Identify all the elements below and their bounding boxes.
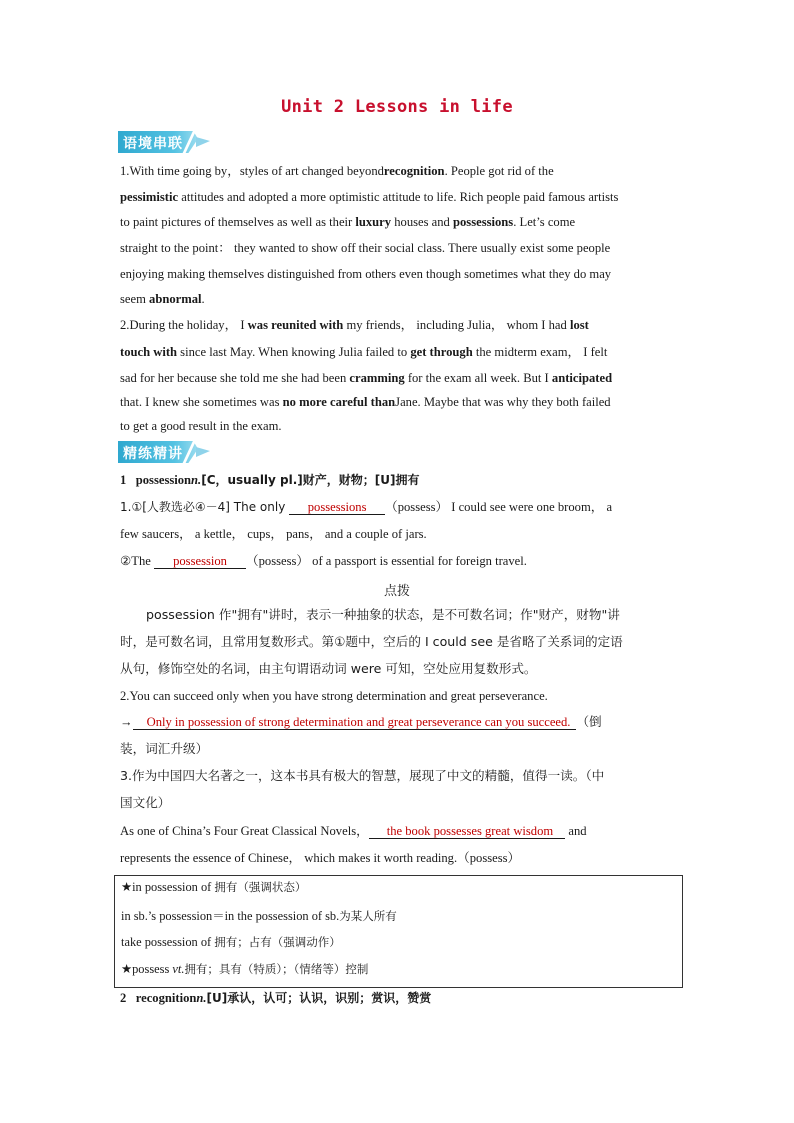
note-row: ★in possession of 拥有（强调状态） bbox=[121, 880, 307, 894]
keyword: luxury bbox=[355, 215, 392, 229]
note-row: in sb.’s possession＝in the possession of sb.为某人所有 bbox=[121, 909, 397, 923]
note-row: take possession of 拥有；占有（强调动作） bbox=[121, 935, 341, 949]
usage-notes-box bbox=[114, 875, 683, 988]
passage1-line-2: pessimistic attitudes and adopted a more optimistic attitude to life. Rich people paid famous artists bbox=[120, 190, 619, 204]
passage2-line-3: sad for her because she told me she had been cramming for the exam all week. But I anticipated bbox=[120, 371, 613, 385]
passage1-line-1: 1.With time going by，styles of art changed beyondrecognition. People got rid of the bbox=[120, 164, 554, 178]
passage1-line-3: to paint pictures of themselves as well as their luxury houses and possessions. Let’s come bbox=[120, 215, 576, 229]
exercise-3-english: As one of China’s Four Great Classical Novels， the book possesses great wisdom and bbox=[120, 824, 587, 838]
passage2-line-5: to get a good result in the exam. bbox=[120, 419, 282, 433]
answer-blank: the book possesses great wisdom bbox=[369, 824, 566, 839]
keyword: lost bbox=[569, 318, 589, 332]
keyword: abnormal bbox=[149, 292, 202, 306]
entry-header-recognition: 2 recognitionn.[U]承认，认可；认识，识别；赏识，赞赏 bbox=[120, 991, 432, 1005]
section-banner-practice bbox=[118, 441, 206, 463]
banner-label: 语境串联 bbox=[123, 136, 183, 152]
keyword: pessimistic bbox=[120, 190, 179, 204]
keyword: possessions bbox=[453, 215, 514, 229]
passage1-line-6: seem abnormal. bbox=[120, 292, 205, 306]
passage2-line-2: touch with since last May. When knowing Julia failed to get through the midterm exam， I felt bbox=[120, 345, 608, 359]
page-title: Unit 2 Lessons in life bbox=[281, 97, 513, 117]
section-banner-context bbox=[118, 131, 206, 153]
note-row: ★possess vt.拥有；具有（特质）；（情绪等）控制 bbox=[121, 962, 369, 976]
passage2-line-1: 2.During the holiday， I was reunited with my friends， including Julia， whom I had lost bbox=[120, 318, 589, 332]
keyword: no more careful than bbox=[282, 395, 396, 409]
exercise-3-chinese: 3.作为中国四大名著之一，这本书具有极大的智慧，展现了中文的精髓，值得一读。（中 bbox=[120, 768, 605, 783]
exercise-2-answer: → Only in possession of strong determination and great perseverance can you succeed. （倒 bbox=[120, 714, 602, 729]
answer-blank: possession bbox=[154, 554, 246, 569]
exercise-3-english-cont: represents the essence of Chinese， which makes it worth reading.（possess） bbox=[120, 851, 521, 865]
keyword: was reunited with bbox=[247, 318, 344, 332]
exercise-1-1-cont: few saucers， a kettle， cups， pans， and a couple of jars. bbox=[120, 527, 427, 541]
tip-line-1: possession 作"拥有"讲时，表示一种抽象的状态，是不可数名词；作"财产，财物"讲 bbox=[146, 607, 620, 622]
exercise-2-note: 装，词汇升级） bbox=[120, 741, 209, 756]
keyword: get through bbox=[410, 345, 473, 359]
answer-blank: Only in possession of strong determination and great perseverance can you succeed. bbox=[133, 715, 577, 730]
tip-title: 点拨 bbox=[383, 584, 410, 599]
banner-label: 精练精讲 bbox=[123, 446, 183, 462]
exercise-3-chinese-cont: 国文化） bbox=[120, 795, 171, 810]
exercise-1-1: 1.①[人教选必④－4] The only possessions （possess） I could see were one broom， a bbox=[120, 500, 613, 514]
passage1-line-4: straight to the point： they wanted to show off their social class. There usually exist some people bbox=[120, 241, 611, 255]
exercise-2-sentence: 2.You can succeed only when you have strong determination and great perseverance. bbox=[120, 689, 548, 703]
keyword: cramming bbox=[349, 371, 405, 385]
keyword: anticipated bbox=[551, 371, 613, 385]
tip-line-2: 时，是可数名词，且常用复数形式。第①题中，空后的 I could see 是省略了关系词的定语 bbox=[120, 634, 623, 649]
answer-blank: possessions bbox=[289, 500, 385, 515]
passage1-line-5: enjoying making themselves distinguished from others even though sometimes what they do may bbox=[120, 267, 612, 281]
exercise-1-2: ②The possession （possess） of a passport is essential for foreign travel. bbox=[120, 554, 527, 568]
tip-line-3: 从句，修饰空处的名词，由主句谓语动词 were 可知，空处应用复数形式。 bbox=[120, 661, 537, 676]
keyword: recognition bbox=[383, 164, 445, 178]
entry-header-possession: 1 possessionn.[C，usually pl.]财产，财物；[U]拥有 bbox=[120, 473, 420, 487]
passage2-line-4: that. I knew she sometimes was no more careful thanJane. Maybe that was why they both failed bbox=[120, 395, 611, 409]
keyword: touch with bbox=[120, 345, 178, 359]
